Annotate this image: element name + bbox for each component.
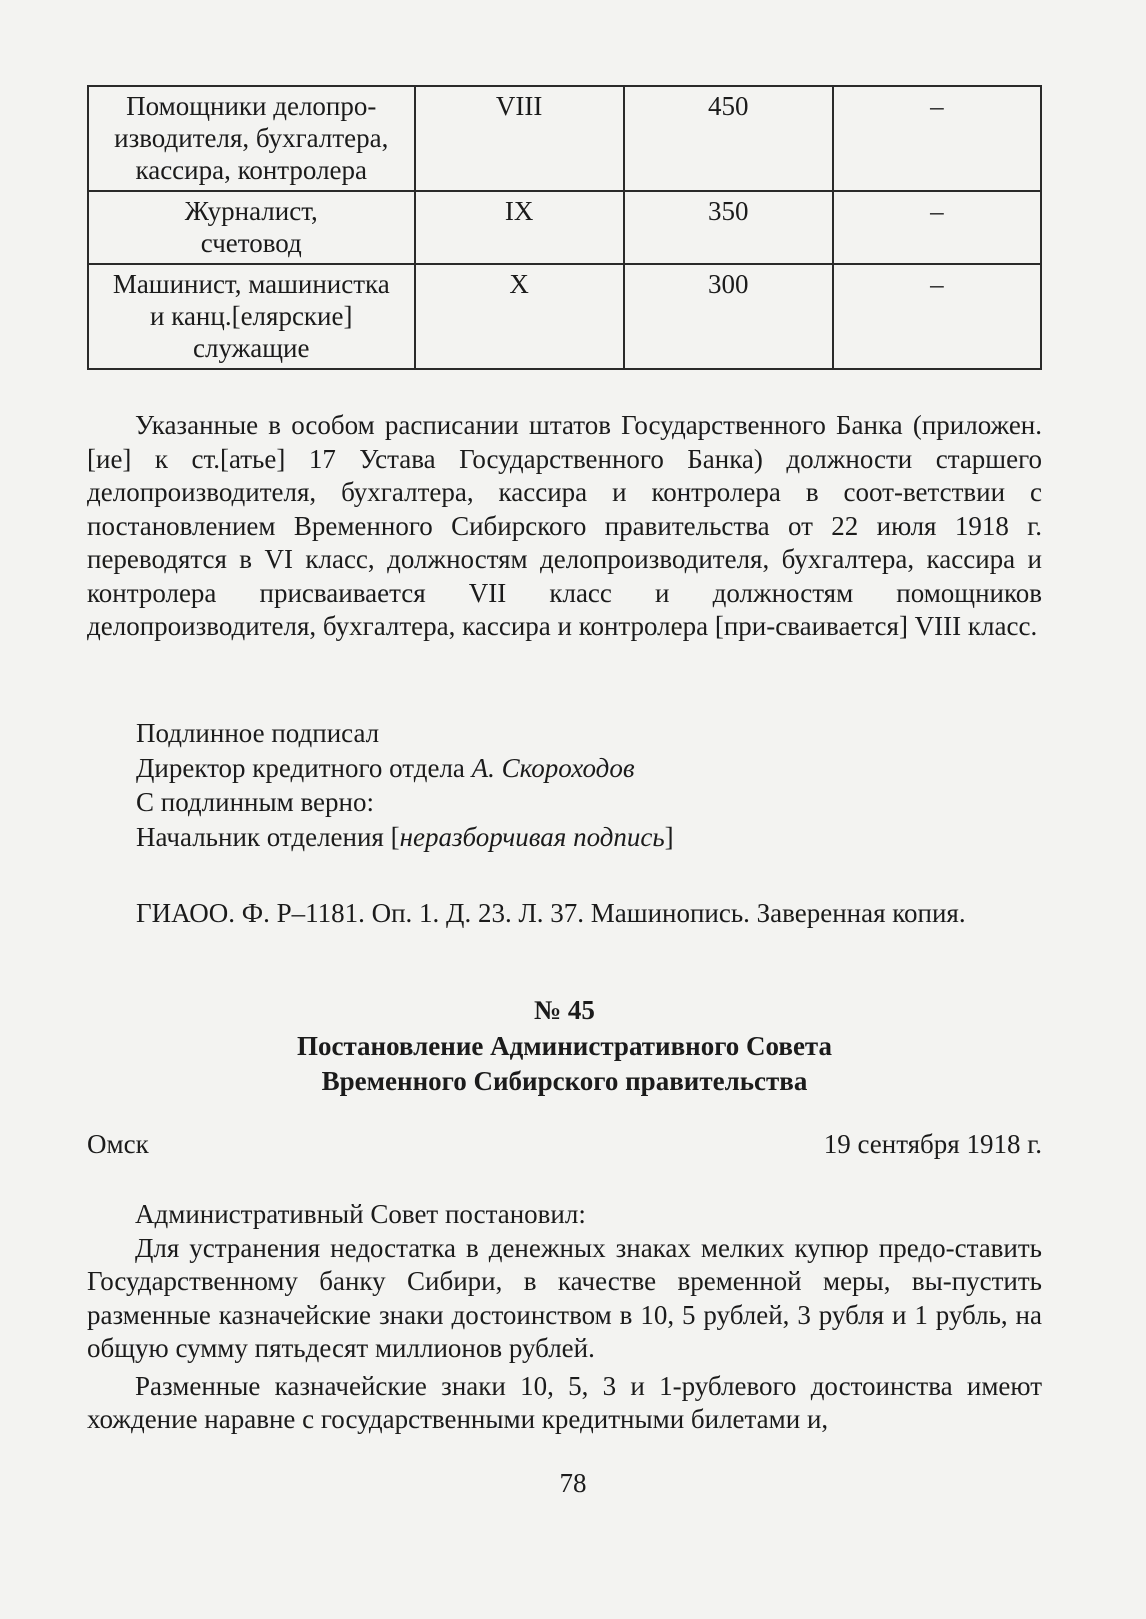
staff-table [87, 85, 1042, 370]
table-cell: – [833, 264, 1041, 369]
table-cell: X [415, 264, 624, 369]
table-row [88, 264, 1041, 369]
place-date-line [87, 1129, 1042, 1160]
signature-block [136, 716, 674, 854]
table-cell: – [833, 191, 1041, 264]
date: 19 сентября 1918 г. [823, 1129, 1042, 1159]
document-title-line2: Временного Сибирского правительства [321, 1066, 808, 1096]
table-cell: 450 [624, 86, 833, 191]
illegible-signature-note: неразборчивая подпись [399, 821, 665, 852]
table-cell: Помощники делопро- изводителя, бухгалтера, кассира, контролера [88, 86, 415, 191]
table-cell: Машинист, машинистка и канц.[елярские] служащие [88, 264, 415, 369]
paragraph-bank-staff [87, 409, 1042, 644]
table-cell: 350 [624, 191, 833, 264]
paragraph-text: Указанные в особом расписании штатов Государственного Банка (приложен.[ие] к ст.[атье] 17 Устава Государственного Банка) должности старшего делопроизводителя, бухгалтера, кассира и контролера в соот-ветствии с постановлением Временного Сибирского правительства от 22 июля 1918 г. переводятся в VI класс, должностям делопроизводителя, бухгалтера, кассира и контролера присваивается VII класс и должностям помощников делопроизводителя, бухгалтера, кассира и контролера [при-сваивается] VIII класс. [87, 410, 1042, 641]
page-number: 78 [559, 1468, 587, 1498]
table-row [88, 191, 1041, 264]
resolution-intro: Административный Совет постановил: [135, 1199, 586, 1229]
signer-name: А. Скороходов [471, 752, 635, 783]
signature-line: Подлинное подписал [136, 718, 380, 748]
resolution-paragraph-2: Разменные казначейские знаки 10, 5, 3 и 1-рублевого достоинства имеют хождение наравне с государственными кредитными билетами и, [87, 1370, 1042, 1434]
certification-line: С подлинным верно: [136, 787, 374, 817]
resolution-body [87, 1198, 1042, 1437]
archive-source: ГИАОО. Ф. Р–1181. Оп. 1. Д. 23. Л. 37. Машинопись. Заверенная копия. [136, 898, 966, 928]
table-row [88, 86, 1041, 191]
table-cell: 300 [624, 264, 833, 369]
signature-director: Директор кредитного отдела А. Скороходов [136, 752, 635, 783]
document-title-line1: Постановление Административного Совета [296, 1031, 833, 1061]
table-cell: VIII [415, 86, 624, 191]
resolution-paragraph-1: Для устранения недостатка в денежных знаках мелких купюр предо-ставить Государственному банку Сибири, в качестве временной меры, вы-пустить разменные казначейские знаки достоинством в 10, 5 рублей, 3 рубля и 1 рубль, на общую сумму пятьдесят миллионов рублей. [87, 1232, 1042, 1363]
signature-department-head: Начальник отделения [неразборчивая подпись] [136, 821, 674, 852]
table-cell: – [833, 86, 1041, 191]
place: Омск [87, 1129, 149, 1159]
document-number: № 45 [534, 995, 595, 1025]
table-cell: Журналист, счетовод [88, 191, 415, 264]
table-cell: IX [415, 191, 624, 264]
